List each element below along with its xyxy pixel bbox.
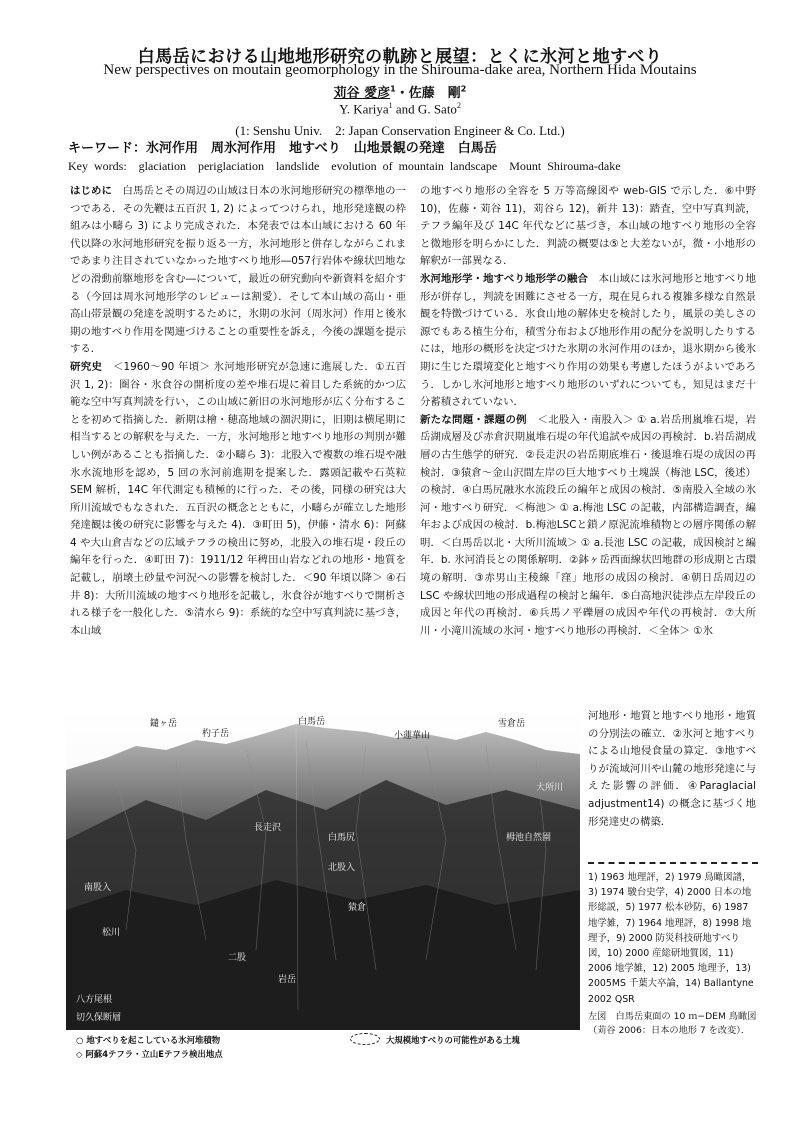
references-list: 1) 1963 地理評，2) 1979 鳥瞰図譜，3) 1974 駿台史学，4) 2000 日本の地形総説，5) 1977 松本砂防，6) 1987 地学雑，7) 1964 地理評，8) 1998 地理予，9) 2000 防災科技研地すべり図，10) 2000 産総研地質図，11) 2006 地学雑，12) 2005 地理予，13) 2005MS 千葉大卒論，14) Ballantyne 2002 QSR xyxy=(588,872,754,1005)
legend-dashed-label: 大規模地すべりの可能性がある土塊 xyxy=(386,1035,520,1045)
author-1-en-sup: 1 xyxy=(388,101,393,110)
issues-paragraph xyxy=(420,412,756,641)
legend-diamond-icon: ◇ xyxy=(76,1049,83,1059)
map-label-kitamatairi: 北股入 xyxy=(328,863,356,873)
map-label-minamimatairi: 南股入 xyxy=(84,883,112,893)
map-label-nagahashirisawa: 長走沢 xyxy=(254,823,282,833)
affiliations: (1: Senshu Univ. 2: Japan Conservation Engineer & Co. Ltd.) xyxy=(235,123,565,138)
map-label-futamata: 二股 xyxy=(228,953,247,963)
issues-heading: 新たな問題・課題の例 xyxy=(420,413,527,426)
legend-dashed-ellipse-icon xyxy=(350,1033,380,1045)
history-paragraph xyxy=(70,359,406,641)
map-label-iwatake: 岩岳 xyxy=(278,975,297,985)
map-label-otokorogawa: 大所川 xyxy=(536,783,564,793)
birdseye-dem-figure xyxy=(66,710,580,1030)
intro-text: 白馬岳とその周辺の山域は日本の氷河地形研究の標準地の一つである．その先鞭は五百沢 1, 2) によってつけられ，地形発達観の枠組みは小疇ら 3) により完成された．本発表では本山域における 60 年代以降の氷河地形研究を振り返る一方，氷河地形と併存しながらこれまであまり注目されていなかった地すべり地形―057行岩体や線状凹地などの滑動前駆地形を含む―について，最近の研究動向や新資料を紹介する（今回は周氷河地形学のレビューは割愛）．そして本山域の高山・亜高山帯景観の発達を説明するために，氷期の氷河（周氷河）作用と後氷期の地すべり作用を関連づけることの重要性を訴え，今後の課題を提示する． xyxy=(70,185,406,356)
author-1-en: Y. Kariya xyxy=(339,101,389,117)
issues-continued: 河地形・地質と地すべり地形・地質の分別法の確立．②氷河と地すべりによる山地侵食量の算定．③地すべりが流域河川や山麓の地形発達に与えた影響の評価．④Paraglacial adjustment14) の概念に基づく地形発達史の構築． xyxy=(588,710,756,828)
peak-label-korenge: 小蓮華山 xyxy=(394,731,431,741)
history-text: ＜1960〜90 年頃＞ 氷河地形研究が急速に進展した．①五百沢 1, 2)：圏谷・氷食谷の開析度の差や堆石堤に着目した系統的かつ広範な空中写真判読を行い，この山域に新旧の氷河地形が広く分布することを初めて指摘した．新期は檜・穂高地域の涸沢期に，旧期は横尾期に相当するとの解釈を与えた．一方，氷河地形と地すべり地形の判別が難しい例があることも指摘した．②小疇ら 3)：北股入で複数の堆石堤や融氷水流地形を認め，5 回の氷河前進期を提案した．露頭記載や石英粒 SEM 解析，14C 年代測定も積極的に行った．その後，同様の研究は大所川流域でもなされた．五百沢の概念とともに，小疇らが確立した地形発達観は後の研究に影響を与えた 4)．③町田 5)，伊藤・清水 6)：阿蘇 4 や大山倉吉などの広域テフラの検出に努め，北股入の堆石堤・段丘の編年を行った．④町田 7)：1911/12 年稗田山岩などれの地形・地質を記載し，崩壊土砂量や河況への影響を検討した．＜90 年頃以降＞ ④石井 8)：大所川流域の地すべり地形を記載し，氷食谷が地すべりで開析される様子を一般化した．⑤清水ら 9)：系統的な空中写真判読に基づき，本山域 xyxy=(70,360,406,637)
issues-text: ＜北股入・南股入＞ ① a.岩岳刑嵐堆石堤，岩岳湖成層及び赤倉沢期嵐堆石堤の年代追試や成因の再検討．b.岩岳湖成層の古生態学的研究．②長走沢の岩岳期底堆石・後退堆石堤の成因の再検討．③猿倉〜金山沢間左岸の巨大地すべり土塊誤（梅池 LSC，後述）の検討．④白馬尻融氷水流段丘の編年と成因の検討．⑤南股入全域の氷河・地すべり研究．＜梅池＞ ① a.梅池 LSC の記載，内部構造調査，編年および成因の検討．b.梅池LSCと鎖ノ原泥流堆積物との層序関係の解明．＜白馬岳以北・大所川流域＞ ① a.長池 LSC の記載，成因検討と編年．b. 氷河消長との関係解明．②鉢ヶ岳西面線状凹地群の形成期と古環境の解明．③赤男山主稜線「窪」地形の成因の検討．④朝日岳周辺の LSC や線状凹地の形成過程の検討と編年．⑤白高地沢徒渉点左岸段丘の成因と年代の再検討．⑥兵馬ノ平礫層の成因や年代の再検討．⑦大所川・小滝川流域の氷河・地すべり地形の再検討．＜全体＞ ①氷 xyxy=(420,413,757,637)
authors-ja xyxy=(0,82,800,101)
map-label-kirikubo-fault: 切久保断層 xyxy=(76,1013,122,1023)
legend-circle xyxy=(76,1034,220,1046)
map-label-tsugaike: 栂池自然園 xyxy=(506,833,552,843)
history-heading: 研究史 xyxy=(70,360,103,373)
legend-circle-label: 地すべりを起こしている氷河堆積物 xyxy=(86,1035,221,1045)
author-2-sup: 2 xyxy=(460,84,467,94)
fusion-text: 本山域には氷河地形と地すべり地形が併存し，判読を困難にさせる一方，現在見られる複雑多様な自然景観を特徴づけている．氷食山地の解体史を検討したり，風景の美しさの源でもある植生分布，積雪分布および地形作用の配分を説明したりするには，地形の概形を決定づけた氷期の氷河作用のほか，退氷期から後氷期に生じた環境変化と地すべり作用の効果も考慮したほうがよいであろう．しかし氷河地形と地すべり地形のいずれについても，知見はまだ十分蓄積されていない． xyxy=(420,272,756,409)
map-label-happo-one: 八方尾根 xyxy=(76,995,113,1005)
peak-label-shiroumadake: 白馬岳 xyxy=(298,717,326,727)
intro-paragraph xyxy=(70,183,406,359)
author-2-en-sup: 2 xyxy=(456,101,461,110)
paper-title-en: New perspectives on moutain geomorphology in the Shirouma-dake area, Northern Hida Moutains xyxy=(103,62,697,78)
legend-diamond xyxy=(76,1048,223,1060)
figure-caption: 左図 白馬岳東面の 10 ｍ−DEM 鳥瞰図（苅谷 2006：日本の地形 7 を改変）． xyxy=(588,1011,757,1036)
peak-label-yarigatake: 鑓ヶ岳 xyxy=(150,719,178,729)
fusion-paragraph xyxy=(420,271,756,412)
map-label-sarukura: 猿倉 xyxy=(348,903,367,913)
author-1-ja: 苅谷 愛彦 xyxy=(333,86,391,101)
intro-heading: はじめに xyxy=(70,185,113,197)
left-column xyxy=(70,183,406,640)
peak-label-yukikuradake: 雪倉岳 xyxy=(498,719,526,729)
legend-circle-icon: ○ xyxy=(76,1035,84,1045)
map-label-matsukawa: 松川 xyxy=(102,928,121,938)
map-label-hakubajiri: 白馬尻 xyxy=(328,833,356,843)
paper-title-ja: 白馬岳における山地地形研究の軌跡と展望：とくに氷河と地すべり xyxy=(137,47,663,67)
references-divider xyxy=(588,862,758,864)
fusion-heading: 氷河地形学・地すべり地形学の融合 xyxy=(420,272,589,285)
author-1-sup: 1 xyxy=(390,84,396,94)
right-column xyxy=(420,183,756,640)
history-continued: の地すべり地形の全容を 5 万等高線図や web-GIS で示した．⑥中野 10)，佐藤・苅谷 11)，苅谷ら 12)，新井 13)：踏査，空中写真判読，テフラ編年及び 14C 年代などに基づき，本山域の地すべり地形の全容と微地形を明らかにした．判読の概要は⑤と大差ないが，微・小地形の解釈が一部異なる． xyxy=(420,185,756,268)
keywords-en: Key words: glaciation periglaciation landslide evolution of mountain landscape Mount Shirouma-dake xyxy=(68,159,621,173)
author-sep: ・ xyxy=(395,86,409,101)
terrain-image xyxy=(66,710,580,1030)
author-2-en: and G. Sato xyxy=(392,101,457,117)
keywords-ja: キーワード：氷河作用 周氷河作用 地すべり 山地景観の発達 白馬岳 xyxy=(68,141,497,156)
authors-en xyxy=(0,101,800,117)
author-2-ja: 佐藤 剛 xyxy=(408,86,461,101)
legend-diamond-label: 阿蘇4テフラ・立山Eテフラ検出地点 xyxy=(85,1049,223,1059)
peak-label-shakushidake: 杓子岳 xyxy=(202,729,230,739)
